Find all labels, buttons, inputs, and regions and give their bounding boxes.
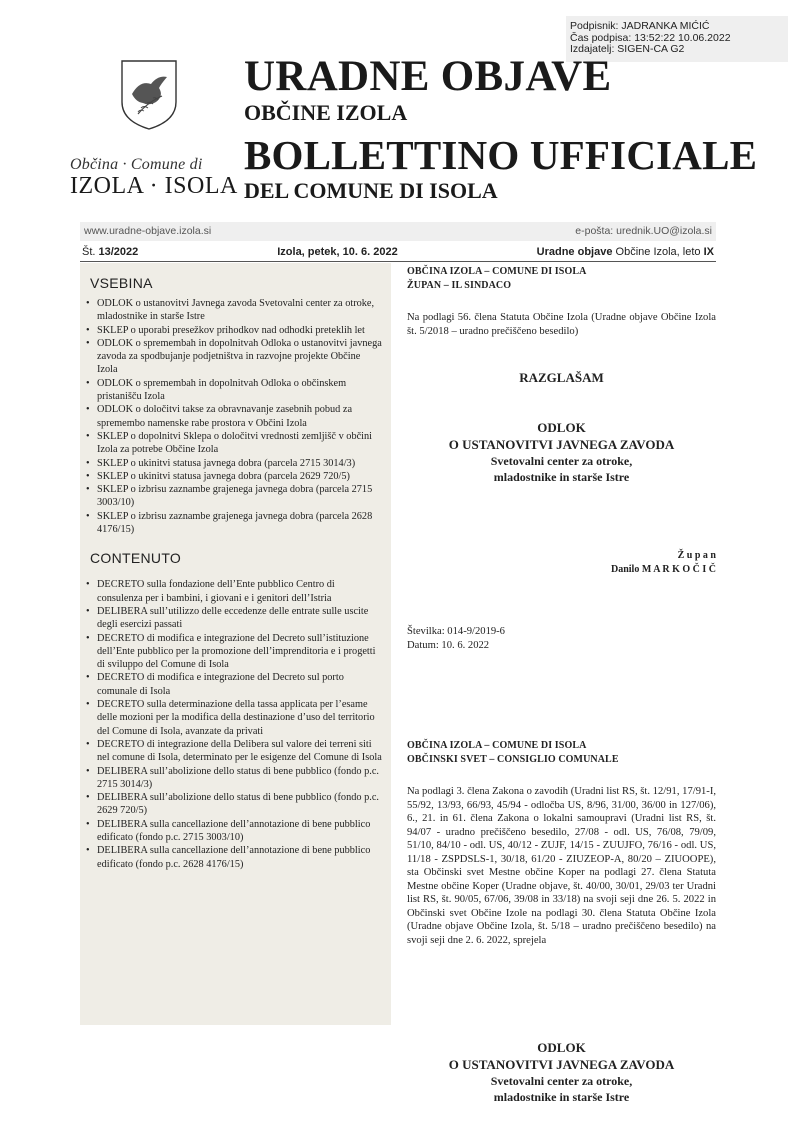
proclaim-heading: RAZGLAŠAM bbox=[519, 370, 604, 385]
issue-date: Izola, petek, 10. 6. 2022 bbox=[277, 246, 398, 258]
municipal-crest-icon bbox=[118, 58, 180, 132]
issue-number: Št. 13/2022 bbox=[82, 246, 139, 258]
mayor-signature: Ž u p a n Danilo M A R K O Č I Č bbox=[610, 550, 716, 575]
toc-item[interactable]: • ODLOK o ustanovitvi Javnega zavoda Svetovalni center za otroke, mladostnike in starše Istre bbox=[86, 297, 383, 324]
signature-signer: Podpisnik: JADRANKA MIĆIĆ bbox=[570, 20, 710, 32]
document-reference: Številka: 014-9/2019-6 Datum: 10. 6. 2022 bbox=[407, 626, 505, 651]
toc-heading-it: CONTENUTO bbox=[90, 550, 182, 567]
toc-item[interactable]: • DELIBERA sulla cancellazione dell’annotazione di bene pubblico edificato (fondo p.c. 2715 3003/10) bbox=[86, 818, 383, 845]
toc-item[interactable]: • ODLOK o določitvi takse za obravnavanje zasebnih pobud za spremembo namenske rabe prostora v Občini Izola bbox=[86, 403, 383, 430]
table-of-contents bbox=[80, 263, 391, 1025]
toc-item[interactable]: • DELIBERA sull’abolizione dello status di bene pubblico (fondo p.c. 2715 3014/3) bbox=[86, 765, 383, 792]
toc-item[interactable]: • DECRETO di modifica e integrazione del Decreto sul porto comunale di Isola bbox=[86, 671, 383, 698]
toc-item[interactable]: • DECRETO sulla determinazione della tassa applicata per l’esame delle mozioni per la modifica della destinazione d’uso del territorio del Comune di Isola, avanzate da privati bbox=[86, 698, 383, 738]
masthead-title-it: BOLLETTINO UFFICIALE bbox=[244, 132, 758, 178]
toc-heading-sl: VSEBINA bbox=[90, 275, 153, 291]
signature-time: Čas podpisa: 13:52:22 10.06.2022 bbox=[570, 31, 731, 44]
toc-item[interactable]: • SKLEP o dopolnitvi Sklepa o določitvi vrednosti zemljišč v občini Izola za potrebe Občine Izola bbox=[86, 430, 383, 457]
website-link[interactable]: www.uradne-objave.izola.si bbox=[84, 225, 212, 237]
council-org-header: OBČINA IZOLA – COMUNE DI ISOLA OBČINSKI SVET – CONSIGLIO COMUNALE bbox=[407, 740, 619, 765]
toc-list-sl bbox=[86, 297, 383, 536]
municipality-name-italic: Občina · Comune di bbox=[70, 156, 203, 173]
email-link[interactable]: e-pošta: urednik.UO@izola.si bbox=[575, 225, 712, 237]
issue-info-bar bbox=[80, 246, 716, 262]
masthead-title-sl: URADNE OBJAVE bbox=[244, 53, 612, 100]
mayor-org-header: OBČINA IZOLA – COMUNE DI ISOLA ŽUPAN – IL SINDACO bbox=[407, 266, 587, 291]
signature-issuer: Izdajatelj: SIGEN-CA G2 bbox=[570, 43, 685, 55]
issue-publication: Uradne objave Občine Izola, leto IX bbox=[536, 246, 714, 258]
toc-item[interactable]: • SKLEP o izbrisu zaznambe grajenega javnega dobra (parcela 2628 4176/15) bbox=[86, 510, 383, 537]
toc-list-it bbox=[86, 578, 383, 871]
toc-item[interactable]: • ODLOK o spremembah in dopolnitvah Odloka o ustanovitvi javnega zavoda za spodbujanje podjetništva in razvojne projekte Občine Izola bbox=[86, 337, 383, 377]
toc-item[interactable]: • DECRETO sulla fondazione dell’Ente pubblico Centro di consulenza per i bambini, i giovani e i genitori dell’Istria bbox=[86, 578, 383, 605]
toc-item[interactable]: • DELIBERA sull’utilizzo delle eccedenze delle entrate sulle uscite degli esercizi passati bbox=[86, 605, 383, 632]
toc-item[interactable]: • DELIBERA sull’abolizione dello status di bene pubblico (fondo p.c. 2629 720/5) bbox=[86, 791, 383, 818]
toc-item[interactable]: • DECRETO di integrazione della Delibera sul valore dei terreni siti nel comune di Isola, determinato per le esigenze del Comune di Isola bbox=[86, 738, 383, 765]
toc-item[interactable]: • DECRETO di modifica e integrazione del Decreto sull’istituzione dell’Ente pubblico per la promozione dell’imprenditoria e i progetti di sviluppo del Comune di Isola bbox=[86, 632, 383, 672]
toc-item[interactable]: • SKLEP o izbrisu zaznambe grajenega javnega dobra (parcela 2715 3003/10) bbox=[86, 483, 383, 510]
toc-item[interactable]: • DELIBERA sulla cancellazione dell’annotazione di bene pubblico edificato (fondo p.c. 2628 4176/15) bbox=[86, 844, 383, 871]
toc-item[interactable]: • ODLOK o spremembah in dopolnitvah Odloka o občinskem pristanišču Izola bbox=[86, 377, 383, 404]
toc-item[interactable]: • SKLEP o ukinitvi statusa javnega dobra (parcela 2715 3014/3) bbox=[86, 457, 383, 470]
council-decision-text: Na podlagi 3. člena Zakona o zavodih (Uradni list RS, št. 12/91, 17/91-I, 55/92, 13/93, 66/93, 45/94 - odločba US, 8/96, 31/00, 36/00 in 127/06), 6., 21. in 61. člena Zakona o lokalni samoupravi (Uradni list RS, št. 94/07 - uradno prečiščeno besedilo, 27/08 - odl. US, 76/08, 79/09, 51/10, 84/10 - odl. US, 40/12 - ZUJF, 14/15 - ZUUJFO, 76/16 - odl. US, 11/18 - ZSPDSLS-1, 30/18, 61/20 - ZIUZEOP-A, 80/20 – ZIUOOPE), sta Občinski svet Mestne občine Koper na podlagi 27. člena Statuta Mestne občine Koper (Uradne objave, št. 40/00, 30/01, 29/03 ter Uradni list RS, št. 90/05, 67/06, 39/08 in 33/18) na svoji seji dne 26. 5. 2022 in Občinski svet Občine Izole na podlagi 30. člena Statuta Občine Izola (Uradne objave Občine Izola, št. 5/18 – uradno prečiščeno besedilo) na svoji seji dne 2. 6. 2022, sprejela bbox=[407, 786, 716, 946]
toc-item[interactable]: • SKLEP o uporabi presežkov prihodkov nad odhodki preteklih let bbox=[86, 324, 383, 337]
masthead-subtitle-it: DEL COMUNE DI ISOLA bbox=[244, 178, 498, 203]
toc-item[interactable]: • SKLEP o ukinitvi statusa javnega dobra (parcela 2629 720/5) bbox=[86, 470, 383, 483]
url-bar bbox=[80, 222, 716, 241]
decree-title-block-2: ODLOK O USTANOVITVI JAVNEGA ZAVODA Svetovalni center za otroke, mladostnike in starše Istre bbox=[448, 1040, 675, 1104]
municipality-name: IZOLA · ISOLA bbox=[70, 173, 238, 199]
decree-title-block: ODLOK O USTANOVITVI JAVNEGA ZAVODA Svetovalni center za otroke, mladostnike in starše Istre bbox=[448, 420, 675, 484]
legal-basis: Na podlagi 56. člena Statuta Občine Izola (Uradne objave Občine Izola št. 5/2018 – uradno prečiščeno besedilo) bbox=[407, 312, 716, 337]
masthead-subtitle-sl: OBČINE IZOLA bbox=[244, 100, 408, 125]
